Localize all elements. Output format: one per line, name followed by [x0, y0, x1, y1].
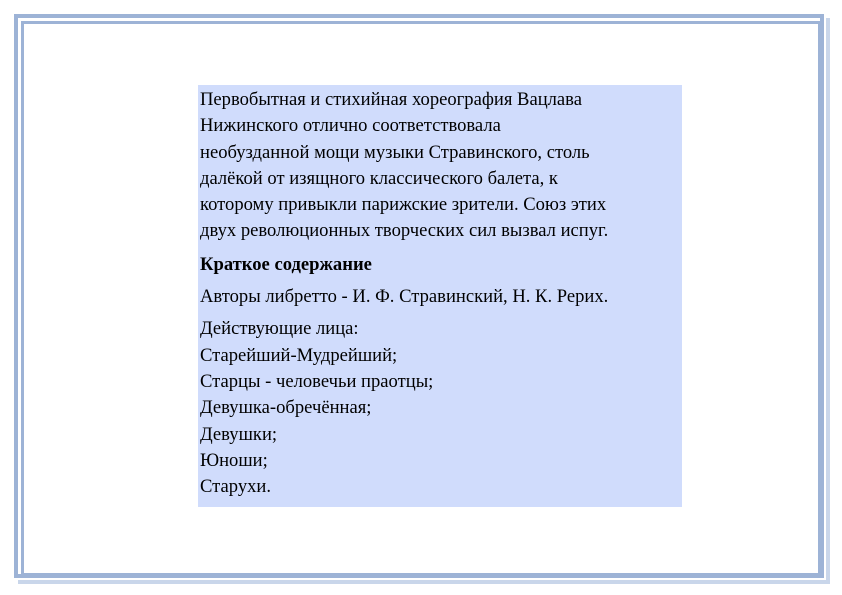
intro-line: далёкой от изящного классического балета, к [200, 167, 558, 189]
summary-heading: Краткое содержание [200, 253, 372, 275]
character-item: Девушки; [200, 423, 278, 445]
frame-shadow-bottom [18, 580, 830, 584]
intro-line: двух революционных творческих сил вызвал испуг. [200, 220, 609, 242]
character-item: Юноши; [200, 449, 268, 471]
frame-shadow-right [826, 18, 830, 582]
character-item: Девушка-обречённая; [200, 397, 372, 419]
intro-paragraph [200, 87, 682, 245]
characters-heading: Действующие лица: [200, 318, 359, 340]
characters-paragraph [200, 316, 682, 500]
intro-line: необузданной мощи музыки Стравинского, столь [200, 141, 590, 163]
character-item: Старейший-Мудрейший; [200, 344, 398, 366]
intro-line: которому привыкли парижские зрители. Союз этих [200, 194, 607, 216]
content-textbox[interactable] [198, 85, 682, 507]
intro-line: Первобытная и стихийная хореография Вацлава [200, 89, 582, 110]
character-item: Старцы - человечьи праотцы; [200, 370, 434, 392]
character-item: Старухи. [200, 476, 272, 498]
intro-line: Нижинского отлично соответствовала [200, 115, 501, 137]
authors-line: Авторы либретто - И. Ф. Стравинский, Н. К. Рерих. [200, 286, 609, 308]
